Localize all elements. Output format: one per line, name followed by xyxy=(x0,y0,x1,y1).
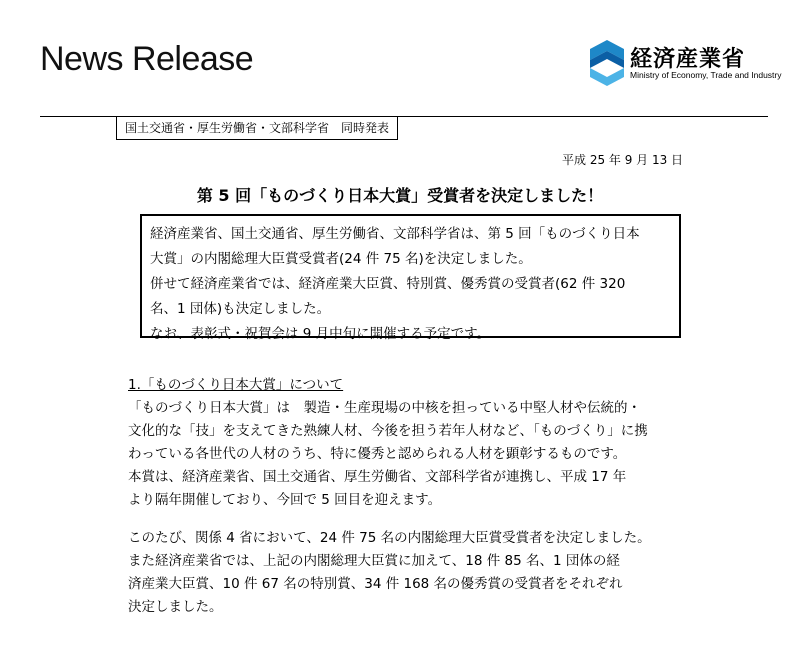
paragraph-line: 決定しました。 xyxy=(128,599,223,615)
logo-ministry-name-en: Ministry of Economy, Trade and Industry xyxy=(630,70,782,80)
summary-line: 名、1 団体)も決定しました。 xyxy=(150,301,331,317)
news-release-title: News Release xyxy=(40,40,254,78)
meti-logo-icon xyxy=(590,40,624,86)
release-date: 平成 25 年 9 月 13 日 xyxy=(562,153,684,167)
summary-line: 大賞」の内閣総理大臣賞受賞者(24 件 75 名)を決定しました。 xyxy=(150,251,532,267)
paragraph-1 xyxy=(128,397,648,512)
summary-line: なお、表彰式・祝賀会は 9 月中旬に開催する予定です。 xyxy=(150,326,491,342)
summary-line: 併せて経済産業省では、経済産業大臣賞、特別賞、優秀賞の受賞者(62 件 320 xyxy=(150,276,626,292)
paragraph-line: 済産業大臣賞、10 件 67 名の特別賞、34 件 168 名の優秀賞の受賞者をそれぞれ xyxy=(128,576,623,592)
headline: 第 5 回「ものづくり日本大賞」受賞者を決定しました！ xyxy=(196,186,604,205)
paragraph-line: 文化的な「技」を支えてきた熟練人材、今後を担う若年人材など、「ものづくり」に携 xyxy=(128,423,648,439)
summary-line: 経済産業省、国土交通省、厚生労働省、文部科学省は、第 5 回「ものづくり日本 xyxy=(150,226,640,242)
logo-ministry-name-jp: 経済産業省 xyxy=(630,47,746,72)
paragraph-2 xyxy=(128,527,651,619)
paragraph-line: わっている各世代の人材のうち、特に優秀と認められる人材を顕彰するものです。 xyxy=(128,446,627,462)
paragraph-line: 本賞は、経済産業省、国土交通省、厚生労働省、文部科学省が連携し、平成 17 年 xyxy=(128,469,627,485)
paragraph-line: より隔年開催しており、今回で 5 回目を迎えます。 xyxy=(128,492,442,508)
meti-logo xyxy=(590,40,780,90)
summary-box xyxy=(140,214,681,342)
paragraph-line: 「ものづくり日本大賞」は 製造・生産現場の中核を担っている中堅人材や伝統的・ xyxy=(128,400,641,416)
paragraph-line: また経済産業省では、上記の内閣総理大臣賞に加えて、18 件 85 名、1 団体の経 xyxy=(128,553,620,569)
joint-release-tag: 国土交通省・厚生労働省・文部科学省 同時発表 xyxy=(116,117,398,140)
paragraph-line: このたび、関係 4 省において、24 件 75 名の内閣総理大臣賞受賞者を決定しました。 xyxy=(128,530,651,546)
section-title: 1.「ものづくり日本大賞」について xyxy=(128,377,344,393)
